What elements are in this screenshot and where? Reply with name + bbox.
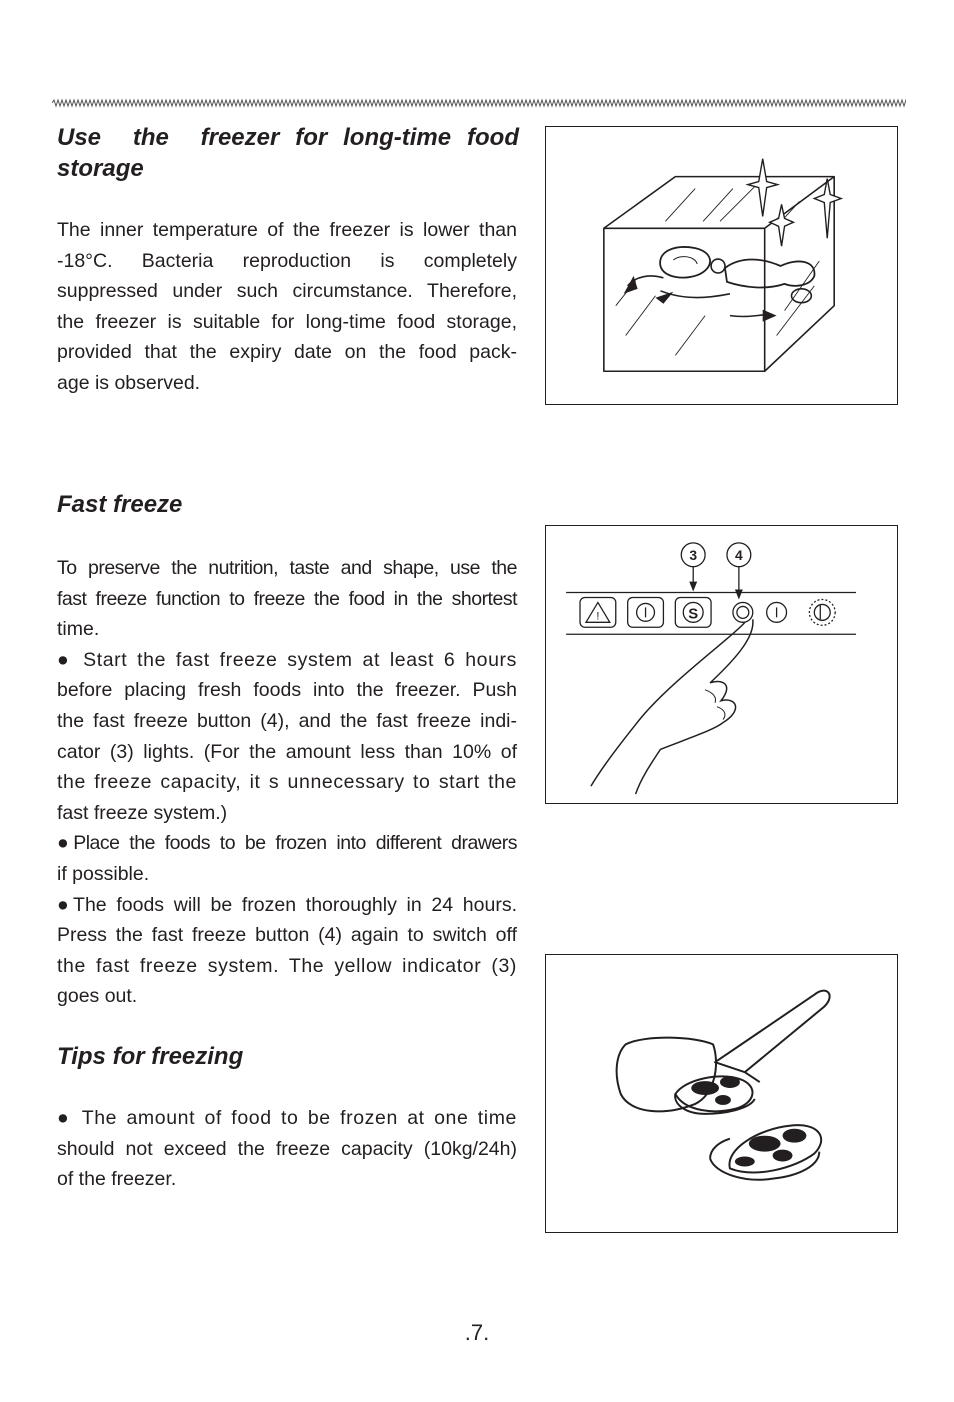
text-line: the fast freeze system. The yellow indicator (3) bbox=[57, 954, 517, 977]
control-panel-illustration bbox=[545, 525, 898, 804]
section2-body bbox=[57, 553, 517, 1012]
text-line: goes out. bbox=[57, 985, 138, 1008]
text-line: ●Place the foods to be frozen into different drawers bbox=[57, 832, 517, 855]
text-line: To preserve the nutrition, taste and shape, use the bbox=[57, 557, 517, 579]
s-button-label: S bbox=[688, 606, 699, 623]
text-line: fast freeze system.) bbox=[57, 801, 228, 824]
heading-line: storage bbox=[57, 155, 144, 182]
text-line: of the freezer. bbox=[57, 1168, 177, 1191]
callout-label-3: 3 bbox=[689, 546, 698, 563]
text-line: before placing fresh foods into the freezer. Push bbox=[57, 679, 517, 702]
text-line: if possible. bbox=[57, 862, 150, 885]
text-line: provided that the expiry date on the food pack- bbox=[57, 341, 517, 364]
heading-line: Use the freezer for long-time food bbox=[57, 124, 519, 151]
page-number: .7. bbox=[464, 1320, 490, 1345]
section-heading-tips: Tips for freezing bbox=[57, 1043, 244, 1070]
text-line: the freeze capacity, it s unnecessary to start the bbox=[57, 771, 517, 794]
text-line: cator (3) lights. (For the amount less than 10% of bbox=[57, 740, 517, 763]
text-line: the fast freeze button (4), and the fast freeze indi- bbox=[57, 709, 517, 732]
callout-label-4: 4 bbox=[735, 546, 743, 563]
svg-text:!: ! bbox=[596, 610, 600, 623]
freezer-box-illustration bbox=[545, 126, 898, 405]
text-line: the freezer is suitable for long-time food storage, bbox=[57, 310, 517, 333]
text-line: time. bbox=[57, 618, 100, 641]
section3-body bbox=[57, 1103, 517, 1195]
text-line: suppressed under such circumstance. Therefore, bbox=[57, 280, 517, 303]
text-line: Press the fast freeze button (4) again to switch off bbox=[57, 924, 517, 947]
section-heading-fast-freeze: Fast freeze bbox=[57, 491, 183, 518]
section1-body bbox=[57, 215, 517, 399]
text-line: -18°C. Bacteria reproduction is completely bbox=[57, 249, 517, 272]
fast-freeze-button-outline bbox=[733, 602, 753, 622]
decorative-divider bbox=[52, 98, 906, 108]
text-line: ●The foods will be frozen thoroughly in 24 hours. bbox=[57, 893, 517, 916]
text-line: should not exceed the freeze capacity (10kg/24h) bbox=[57, 1137, 517, 1160]
text-line: ● The amount of food to be frozen at one time bbox=[57, 1107, 517, 1129]
section-heading-long-time-storage bbox=[57, 122, 519, 184]
text-line: ● Start the fast freeze system at least 6 hours bbox=[57, 648, 517, 671]
text-line: The inner temperature of the freezer is lower than bbox=[57, 219, 517, 241]
text-line: age is observed. bbox=[57, 371, 201, 394]
sliced-food-illustration bbox=[545, 954, 898, 1233]
text-line: fast freeze function to freeze the food in the shortest bbox=[57, 587, 517, 610]
